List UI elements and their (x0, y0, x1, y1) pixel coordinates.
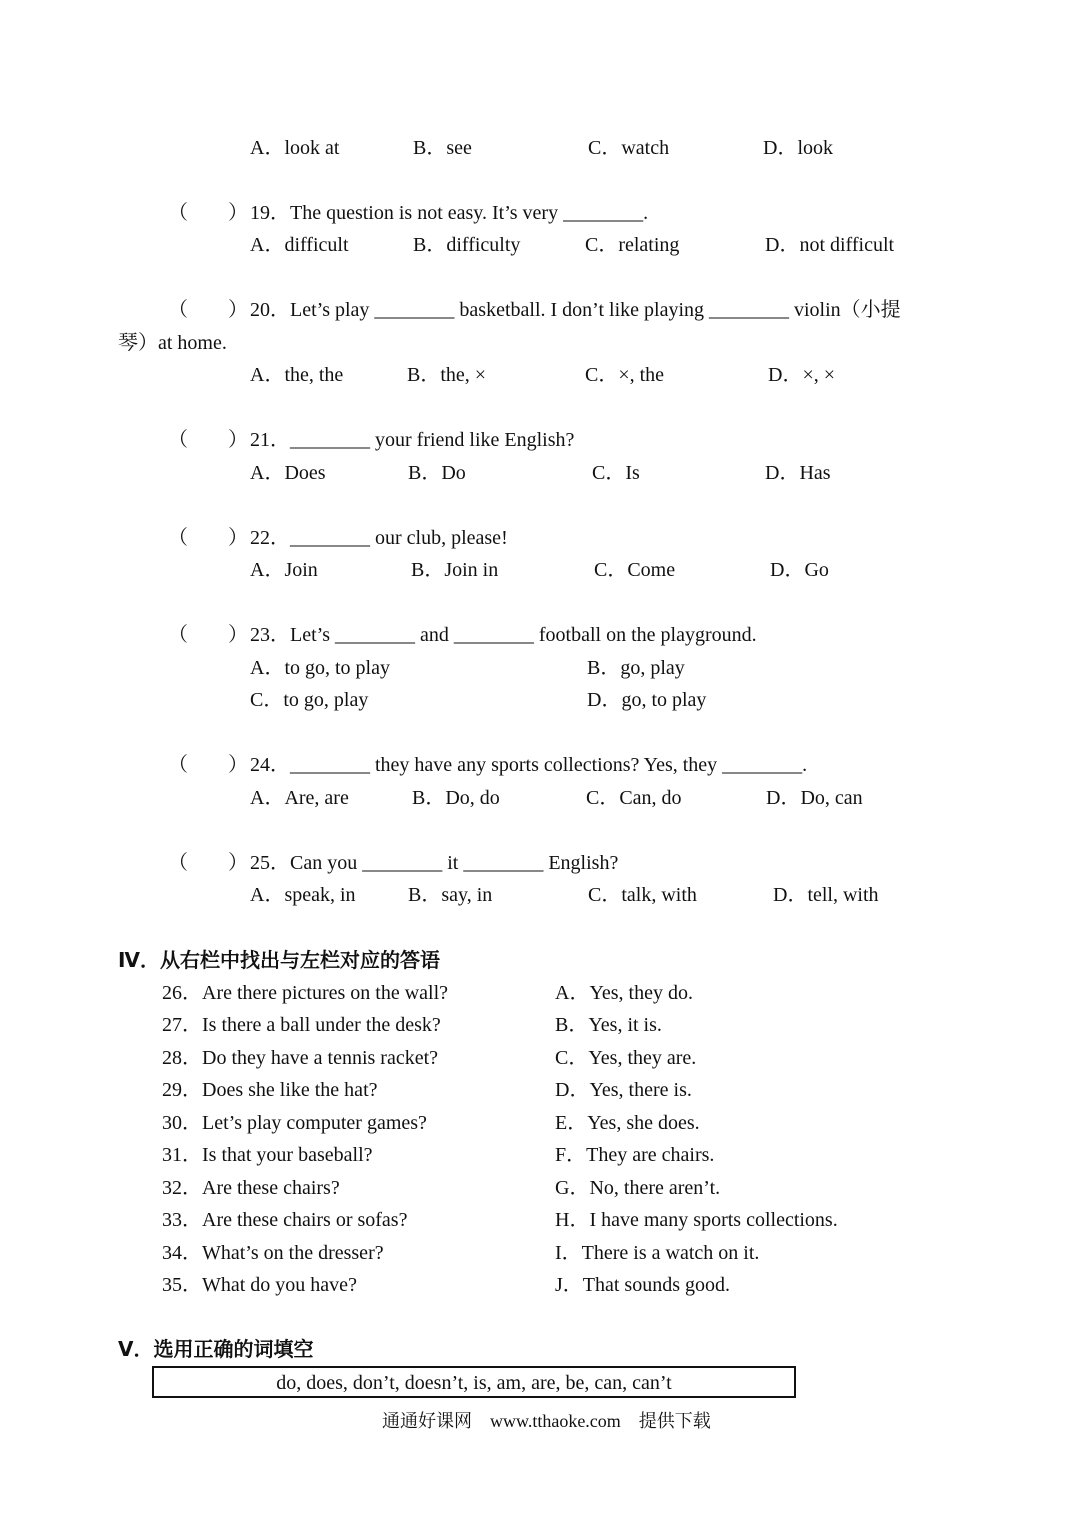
match-left-item: 30．Let’s play computer games? (162, 1112, 427, 1134)
q20-stem: 20．Let’s play ________ basketball. I don’t like playing ________ violin（小提 (250, 299, 901, 321)
q22-answer-paren: （ ） (168, 527, 248, 549)
q19-option-c: C．relating (585, 234, 680, 256)
q22-option-b: B．Join in (411, 559, 499, 581)
q23-stem: 23．Let’s ________ and ________ football on the playground. (250, 624, 757, 646)
match-right-item: A．Yes, they do. (555, 982, 693, 1004)
q24-answer-paren: （ ） (168, 754, 248, 776)
q24-option-b: B．Do, do (412, 787, 500, 809)
match-right-item: E．Yes, she does. (555, 1112, 700, 1134)
match-right-item: G．No, there aren’t. (555, 1177, 721, 1199)
q22-stem: 22．________ our club, please! (250, 527, 508, 549)
q19-option-b: B．difficulty (413, 234, 521, 256)
q19-stem: 19．The question is not easy. It’s very ________. (250, 202, 649, 224)
match-right-item: J．That sounds good. (555, 1274, 730, 1296)
match-left-item: 33．Are these chairs or sofas? (162, 1209, 408, 1231)
match-left-item: 26．Are there pictures on the wall? (162, 982, 449, 1004)
match-left-item: 27．Is there a ball under the desk? (162, 1014, 441, 1036)
q20-option-d: D．×, × (768, 364, 836, 386)
q24-option-a: A．Are, are (250, 787, 349, 809)
match-left-item: 31．Is that your baseball? (162, 1144, 373, 1166)
q21-option-b: B．Do (408, 462, 466, 484)
q20-option-c: C．×, the (585, 364, 665, 386)
q25-option-c: C．talk, with (588, 884, 697, 906)
page-footer: 通通好课网 www.tthaoke.com 提供下载 (382, 1411, 711, 1431)
q21-stem: 21．________ your friend like English? (250, 429, 575, 451)
q18-option-d: D．look (763, 137, 833, 159)
section4-heading: Ⅳ．从右栏中找出与左栏对应的答语 (118, 948, 440, 972)
q21-option-a: A．Does (250, 462, 326, 484)
q23-answer-paren: （ ） (168, 624, 248, 646)
match-left-item: 28．Do they have a tennis racket? (162, 1047, 439, 1069)
q25-stem: 25．Can you ________ it ________ English? (250, 852, 619, 874)
q23-option-a: A．to go, to play (250, 657, 390, 679)
q20-option-b: B．the, × (407, 364, 487, 386)
q22-option-d: D．Go (770, 559, 829, 581)
match-right-item: F．They are chairs. (555, 1144, 715, 1166)
q22-option-a: A．Join (250, 559, 318, 581)
q18-option-c: C．watch (588, 137, 670, 159)
word-bank-text: do, does, don’t, doesn’t, is, am, are, be, can, can’t (276, 1372, 672, 1394)
q25-answer-paren: （ ） (168, 852, 248, 874)
q20-option-a: A．the, the (250, 364, 344, 386)
q21-option-d: D．Has (765, 462, 831, 484)
match-right-item: C．Yes, they are. (555, 1047, 697, 1069)
q22-option-c: C．Come (594, 559, 676, 581)
match-right-item: H．I have many sports collections. (555, 1209, 838, 1231)
match-left-item: 34．What’s on the dresser? (162, 1242, 384, 1264)
match-left-item: 32．Are these chairs? (162, 1177, 340, 1199)
match-left-item: 35．What do you have? (162, 1274, 357, 1296)
q24-option-c: C．Can, do (586, 787, 682, 809)
match-right-item: D．Yes, there is. (555, 1079, 692, 1101)
q24-stem: 24．________ they have any sports collections? Yes, they ________. (250, 754, 808, 776)
q18-option-b: B．see (413, 137, 472, 159)
q21-option-c: C．Is (592, 462, 640, 484)
word-bank-box (152, 1366, 796, 1398)
section5-heading: Ⅴ．选用正确的词填空 (118, 1337, 314, 1361)
q23-option-b: B．go, play (587, 657, 685, 679)
q21-answer-paren: （ ） (168, 429, 248, 451)
q25-option-b: B．say, in (408, 884, 493, 906)
q25-option-d: D．tell, with (773, 884, 879, 906)
match-left-item: 29．Does she like the hat? (162, 1079, 378, 1101)
match-right-item: B．Yes, it is. (555, 1014, 662, 1036)
q19-answer-paren: （ ） (168, 202, 248, 224)
q18-option-a: A．look at (250, 137, 340, 159)
q23-option-c: C．to go, play (250, 689, 369, 711)
match-right-item: I．There is a watch on it. (555, 1242, 760, 1264)
q19-option-a: A．difficult (250, 234, 349, 256)
q25-option-a: A．speak, in (250, 884, 356, 906)
q23-option-d: D．go, to play (587, 689, 707, 711)
q20-answer-paren: （ ） (168, 299, 248, 321)
q20-stem-continued: 琴）at home. (118, 332, 227, 354)
q24-option-d: D．Do, can (766, 787, 863, 809)
q19-option-d: D．not difficult (765, 234, 895, 256)
